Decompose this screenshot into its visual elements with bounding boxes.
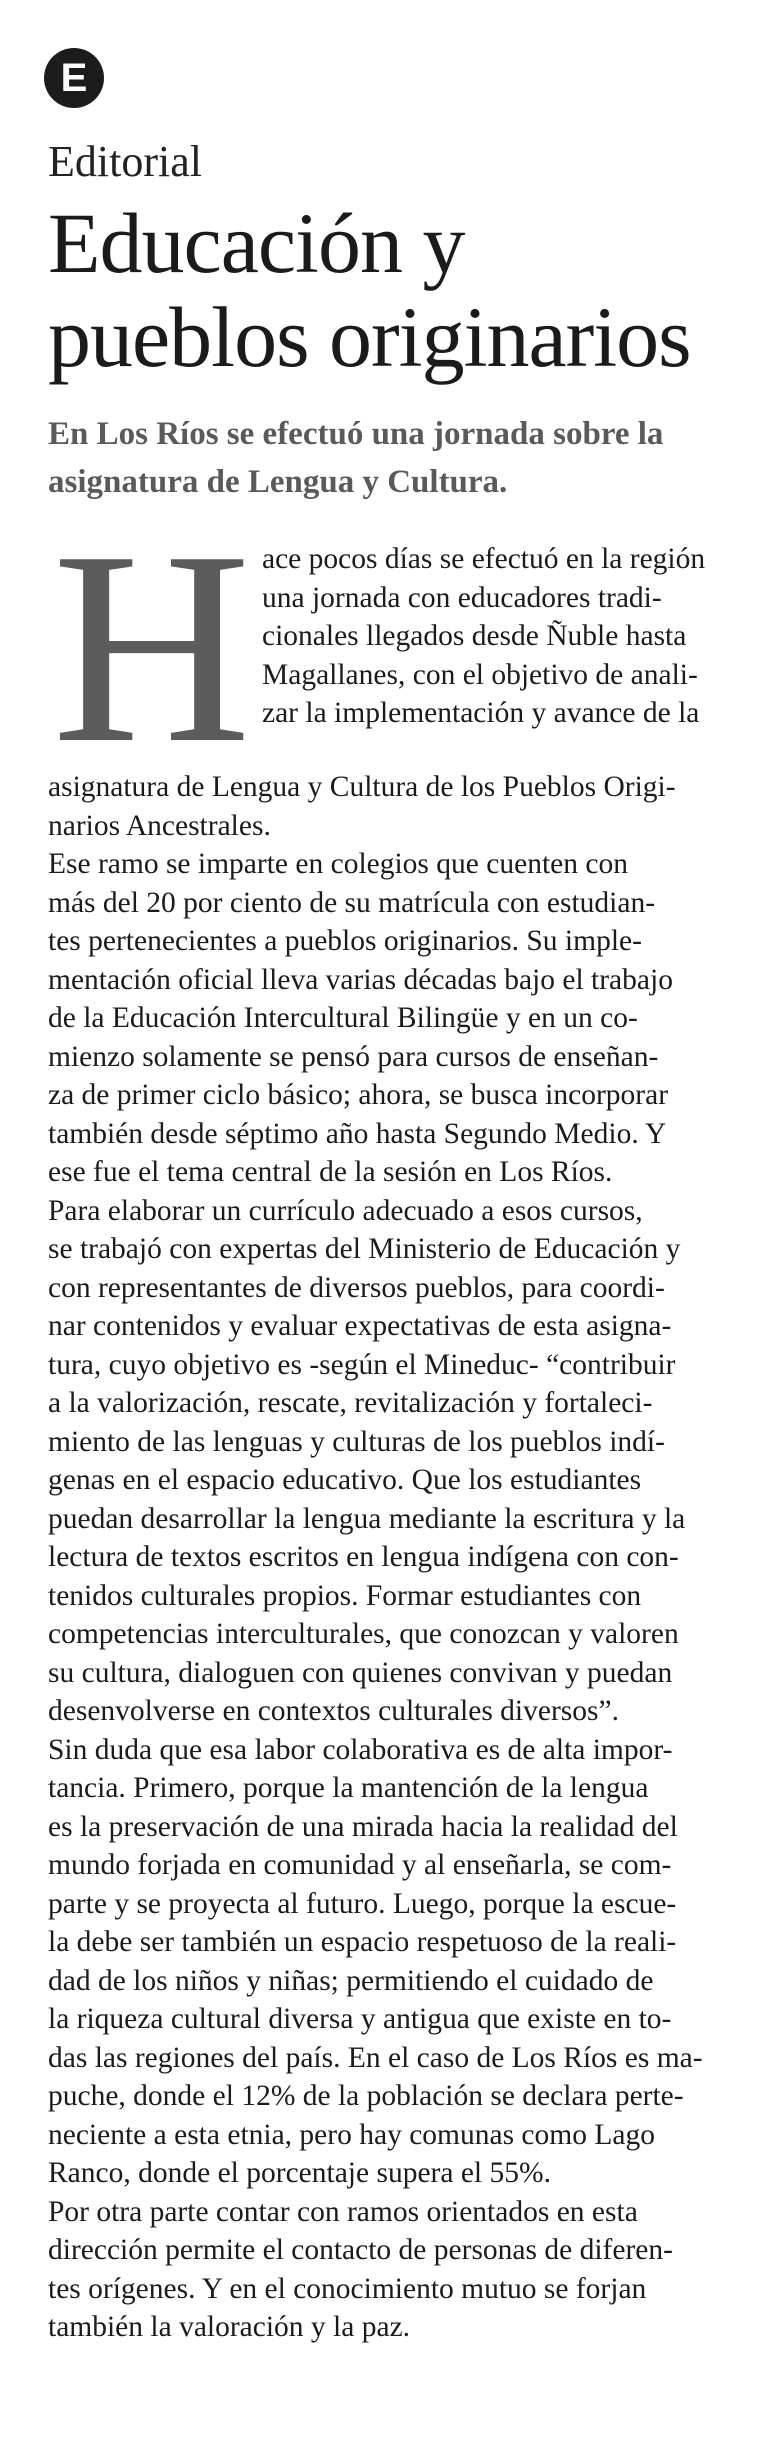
- body-text-line: cionales llegados desde Ñuble hasta: [262, 620, 687, 652]
- body-text-line: con representantes de diversos pueblos, para coordi-: [48, 1271, 665, 1304]
- body-text-line: Ese ramo se imparte en colegios que cuenten con: [48, 848, 628, 880]
- body-text-line: una jornada con educadores tradi-: [262, 581, 662, 614]
- article-body: [48, 494, 738, 2347]
- section-kicker: Editorial: [48, 137, 202, 186]
- drop-cap: H: [52, 494, 252, 800]
- headline-line: Educación y: [48, 195, 465, 291]
- body-text-line: tura, cuyo objetivo es -según el Mineduc- “contribuir: [48, 1348, 676, 1381]
- deck: [48, 410, 738, 506]
- body-text-line: es la preservación de una mirada hacia la realidad del: [48, 1810, 678, 1843]
- body-text-line: nar contenidos y evaluar expectativas de esta asigna-: [48, 1310, 672, 1342]
- body-text-line: se trabajó con expertas del Ministerio de Educación y: [48, 1233, 681, 1265]
- deck-line: asignatura de Lengua y Cultura.: [48, 464, 508, 500]
- body-text-line: mentación oficial lleva varias décadas bajo el trabajo: [48, 963, 673, 996]
- body-text-line: parte y se proyecta al futuro. Luego, porque la escue-: [48, 1887, 677, 1920]
- headline: [48, 196, 738, 384]
- body-text-line: la riqueza cultural diversa y antigua que existe en to-: [48, 2003, 672, 2035]
- body-text-line: lectura de textos escritos en lengua indígena con con-: [48, 1541, 679, 1573]
- body-text-line: más del 20 por ciento de su matrícula con estudian-: [48, 886, 656, 919]
- body-text-line: Sin duda que esa labor colaborativa es de alta impor-: [48, 1733, 673, 1766]
- body-text-line: das las regiones del país. En el caso de Los Ríos es ma-: [48, 2041, 703, 2074]
- body-text-line: la debe ser también un espacio respetuoso de la reali-: [48, 1926, 677, 1958]
- body-text-line: Por otra parte contar con ramos orientados en esta: [48, 2195, 638, 2228]
- body-text-line: neciente a esta etnia, pero hay comunas como Lago: [48, 2118, 655, 2151]
- body-text-line: su cultura, dialoguen con quienes convivan y puedan: [48, 1656, 673, 1689]
- section-badge: E: [44, 48, 104, 108]
- body-text-line: zar la implementación y avance de la: [262, 697, 700, 729]
- body-text-line: tancia. Primero, porque la mantención de la lengua: [48, 1772, 649, 1804]
- body-text-line: Para elaborar un currículo adecuado a esos cursos,: [48, 1194, 643, 1227]
- body-text-line: también desde séptimo año hasta Segundo Medio. Y: [48, 1117, 667, 1150]
- body-text-line: también la valoración y la paz.: [48, 2311, 411, 2343]
- body-text-line: puche, donde el 12% de la población se declara perte-: [48, 2080, 684, 2112]
- body-text-line: ace pocos días se efectuó en la región: [262, 543, 706, 575]
- body-text-line: mundo forjada en comunidad y al enseñarla, se com-: [48, 1849, 672, 1881]
- body-text-line: competencias interculturales, que conozcan y valoren: [48, 1618, 679, 1650]
- body-text-line: narios Ancestrales.: [48, 809, 271, 842]
- body-text-line: de la Educación Intercultural Bilingüe y en un co-: [48, 1002, 638, 1034]
- body-text-line: a la valorización, rescate, revitalización y fortaleci-: [48, 1387, 653, 1419]
- body-text-line: mienzo solamente se pensó para cursos de enseñan-: [48, 1040, 659, 1073]
- body-text-line: tes pertenecientes a pueblos originarios. Su imple-: [48, 925, 642, 957]
- body-text-line: ese fue el tema central de la sesión en Los Ríos.: [48, 1156, 613, 1188]
- body-text-line: desenvolverse en contextos culturales diversos”.: [48, 1695, 619, 1727]
- body-text-line: tenidos culturales propios. Formar estudiantes con: [48, 1579, 642, 1612]
- headline-line: pueblos originarios: [48, 289, 691, 385]
- body-text-line: dirección permite el contacto de personas de diferen-: [48, 2234, 673, 2266]
- body-text-line: Magallanes, con el objetivo de anali-: [262, 658, 698, 691]
- body-text-line: Ranco, donde el porcentaje supera el 55%.: [48, 2157, 551, 2189]
- deck-line: En Los Ríos se efectuó una jornada sobre la: [48, 416, 664, 452]
- body-text-line: miento de las lenguas y culturas de los pueblos indí-: [48, 1425, 665, 1458]
- body-text-line: za de primer ciclo básico; ahora, se busca incorporar: [48, 1079, 669, 1111]
- body-text-line: tes orígenes. Y en el conocimiento mutuo se forjan: [48, 2272, 647, 2305]
- body-lines: [48, 768, 738, 2347]
- body-text-line: genas en el espacio educativo. Que los estudiantes: [48, 1464, 642, 1496]
- dropcap-lines: [262, 540, 738, 733]
- body-text-line: puedan desarrollar la lengua mediante la escritura y la: [48, 1502, 686, 1535]
- body-text-line: dad de los niños y niñas; permitiendo el cuidado de: [48, 1964, 654, 1997]
- body-text-line: asignatura de Lengua y Cultura de los Pueblos Origi-: [48, 771, 676, 803]
